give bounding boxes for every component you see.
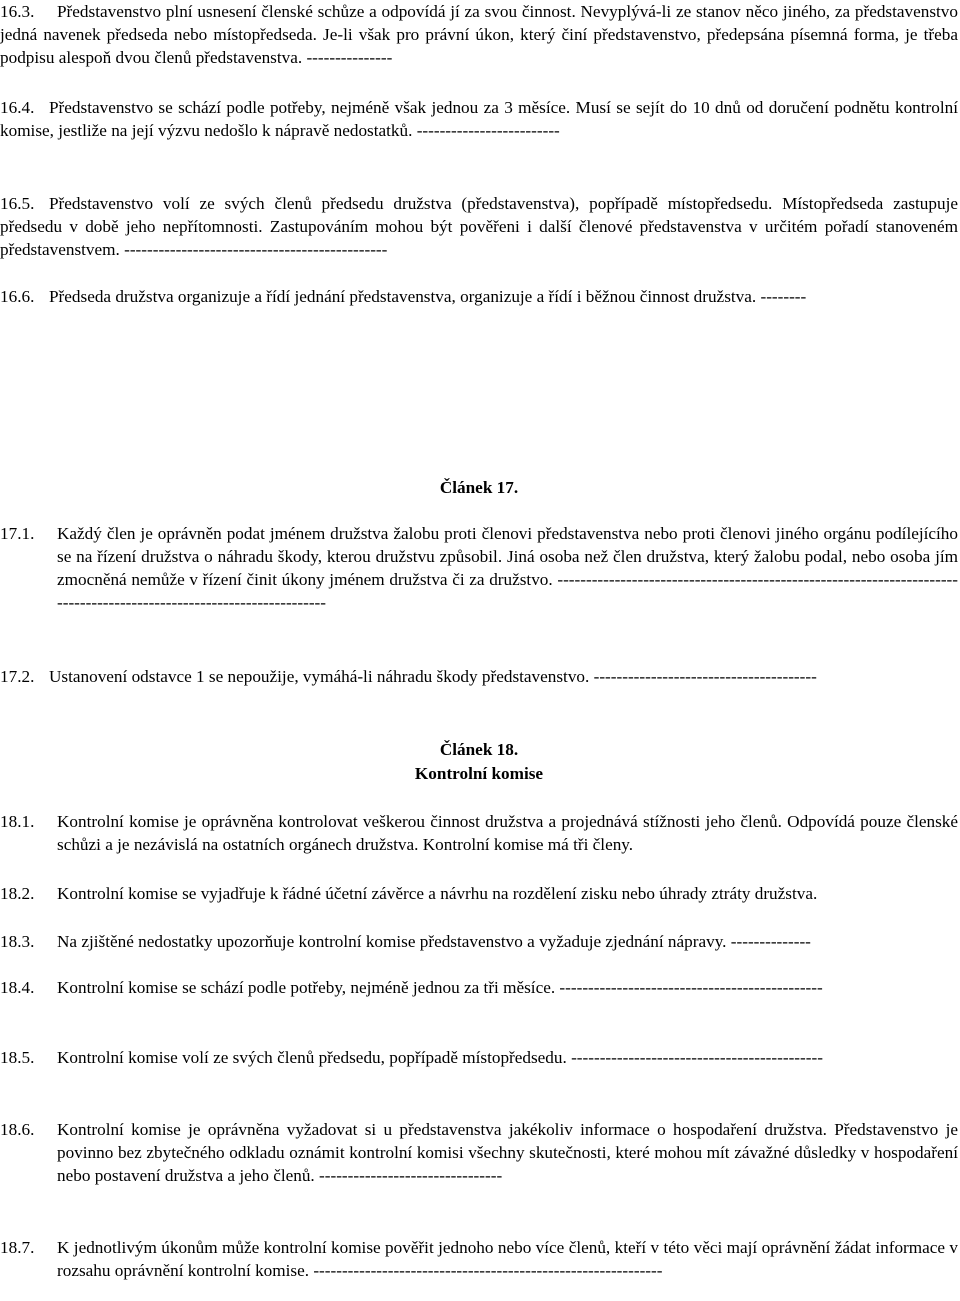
paragraph-text: Kontrolní komise se schází podle potřeby, nejméně jednou za tři měsíce. ---------------------------------------------- [57,978,823,997]
paragraph-16-5 [0,192,958,261]
paragraph-number: 16.5. [0,194,35,213]
paragraph-text: Představenstvo se schází podle potřeby, nejméně však jednou za 3 měsíce. Musí se sejít do 10 dnů od doručení podnětu kontrolní komise, jestliže na její výzvu nedošlo k nápravě nedostatků. ------------------------- [0,98,958,140]
paragraph-text: K jednotlivým úkonům může kontrolní komise pověřit jednoho nebo více členů, kteří v této věci mají oprávnění žádat informace v rozsahu oprávnění kontrolní komise. ------------------------------------------------------------- [57,1238,958,1280]
paragraph-number: 18.6. [0,1120,35,1139]
paragraph-18-2 [0,882,958,905]
paragraph-18-7 [0,1236,958,1282]
paragraph-number: 17.2. [0,667,35,686]
paragraph-text: Každý člen je oprávněn podat jménem družstva žalobu proti členovi představenstva nebo proti členovi jiného orgánu podílejícího se na řízení družstva o náhradu škody, kterou družstvu způsobil. Jiná osoba než člen družstva, který žalobu podal, nebo osoba jím zmocněná nemůže v řízení činit úkony jménem družstva či za družstvo. --------------------------------------------------------------------------------------------------------------------- [57,524,958,612]
paragraph-18-3 [0,930,958,953]
paragraph-text: Představenstvo volí ze svých členů předsedu družstva (představenstva), popřípadě místopředsedu. Místopředseda zastupuje předsedu v době jeho nepřítomnosti. Zastupováním mohou být pověřeni i další členové představenstva v určitém pořadí stanoveném představenstvem. ---------------------------------------------- [0,194,958,259]
paragraph-text: Předseda družstva organizuje a řídí jednání představenstva, organizuje a řídí i běžnou činnost družstva. -------- [49,287,807,306]
paragraph-text: Kontrolní komise je oprávněna vyžadovat si u představenstva jakékoliv informace o hospodaření družstva. Představenstvo je povinno bez zbytečného odkladu oznámit kontrolní komisi všechny skutečnosti, které mohou mít závažné důsledky v hospodaření nebo postavení družstva a jeho členů. -------------------------------- [57,1120,958,1185]
paragraph-text: Ustanovení odstavce 1 se nepoužije, vymáhá-li náhradu škody představenstvo. --------------------------------------- [49,667,817,686]
paragraph-number: 16.6. [0,287,35,306]
paragraph-16-4 [0,96,958,142]
paragraph-number: 18.1. [0,812,35,831]
paragraph-text: Na zjištěné nedostatky upozorňuje kontrolní komise představenstvo a vyžaduje zjednání nápravy. -------------- [57,932,811,951]
paragraph-number: 18.7. [0,1238,35,1257]
paragraph-text: Kontrolní komise se vyjadřuje k řádné účetní závěrce a návrhu na rozdělení zisku nebo úhrady ztráty družstva. [57,884,818,903]
paragraph-number: 17.1. [0,524,35,543]
paragraph-number: 18.2. [0,884,35,903]
paragraph-18-1 [0,810,958,856]
article-18-heading: Článek 18. [439,740,519,759]
paragraph-16-3 [0,0,958,69]
paragraph-18-4 [0,976,958,999]
paragraph-number: 18.3. [0,932,35,951]
paragraph-16-6 [0,285,958,308]
paragraph-number: 16.3. [0,2,35,21]
paragraph-text: Kontrolní komise je oprávněna kontrolovat veškerou činnost družstva a projednává stížnosti jeho členů. Odpovídá pouze členské schůzi a je nezávislá na ostatních orgánech družstva. Kontrolní komise má tři členy. [57,812,958,854]
paragraph-number: 18.4. [0,978,35,997]
paragraph-17-2 [0,665,958,688]
paragraph-17-1 [0,522,958,614]
paragraph-18-5 [0,1046,958,1069]
paragraph-number: 18.5. [0,1048,35,1067]
article-17-heading: Článek 17. [439,478,519,497]
paragraph-text: Představenstvo plní usnesení členské schůze a odpovídá jí za svou činnost. Nevyplývá-li ze stanov něco jiného, za představenstvo jedná navenek předseda nebo místopředseda. Je-li však pro právní úkon, který činí představenstvo, předepsána písemná forma, je třeba podpisu alespoň dvou členů představenstva. --------------- [0,2,958,67]
paragraph-18-6 [0,1118,958,1187]
article-18-subheading: Kontrolní komise [414,764,544,783]
paragraph-number: 16.4. [0,98,35,117]
paragraph-text: Kontrolní komise volí ze svých členů předsedu, popřípadě místopředsedu. -------------------------------------------- [57,1048,823,1067]
